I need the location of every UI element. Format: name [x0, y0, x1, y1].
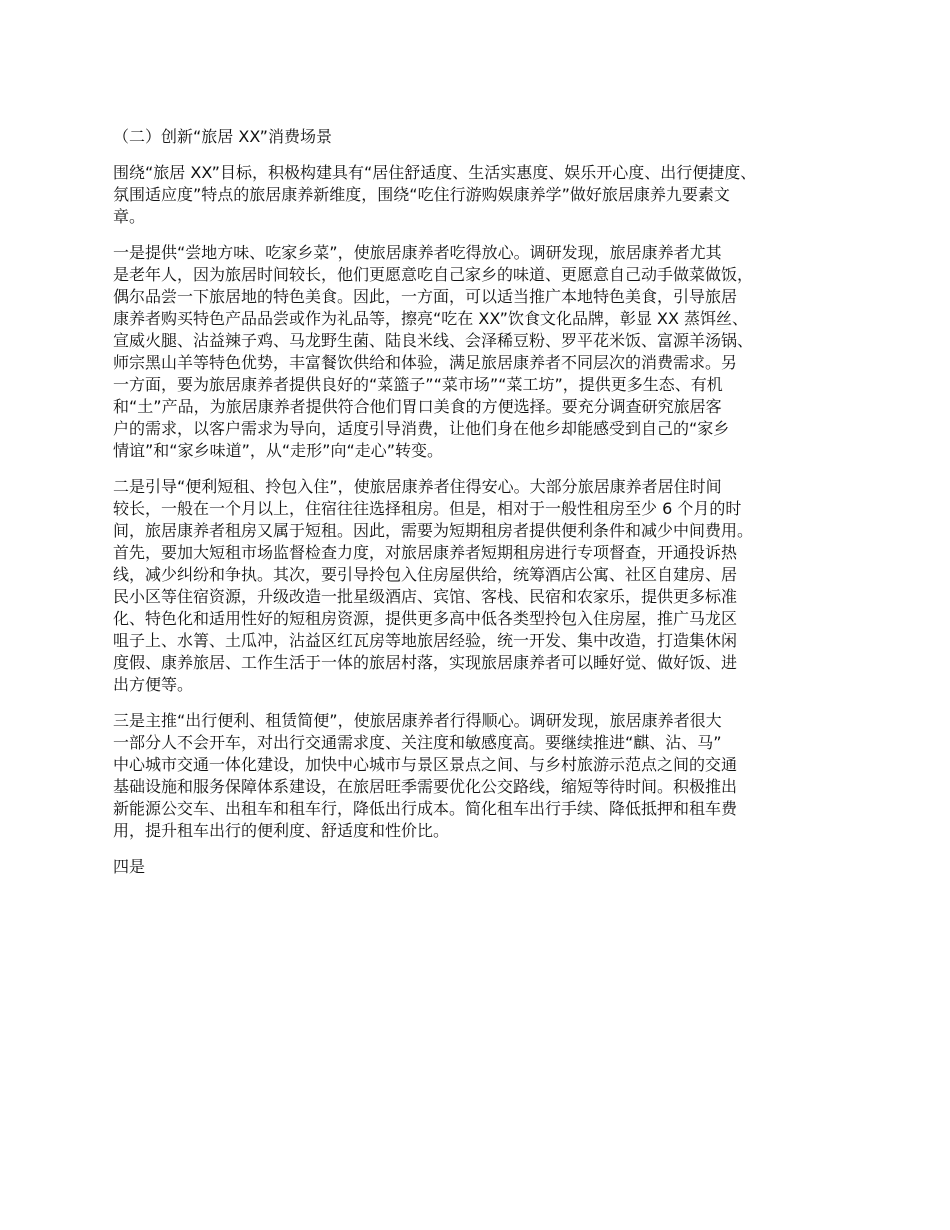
- paragraph: [113, 710, 853, 842]
- text-line: 康养者购买特色产品品尝或作为礼品等，擦亮“吃在 XX”饮食文化品牌，彰显 XX 蒸饵丝、: [113, 309, 749, 328]
- text-line: 氛围适应度”特点的旅居康养新维度，围绕“吃住行游购娱康养学”做好旅居康养九要素文: [113, 185, 730, 204]
- paragraph: [113, 162, 853, 228]
- text-line: 中心城市交通一体化建设，加快中心城市与景区景点之间、与乡村旅游示范点之间的交通: [113, 755, 738, 774]
- document-page: [113, 126, 853, 892]
- paragraph: [113, 242, 853, 462]
- text-line: 三是主推“出行便利、租赁简便”，使旅居康养者行得顺心。调研发现，旅居康养者很大: [113, 711, 722, 730]
- text-line: 民小区等住宿资源，升级改造一批星级酒店、宾馆、客栈、民宿和农家乐，提供更多标准: [113, 587, 738, 606]
- text-line: 较长，一般在一个月以上，住宿往往选择租房。但是，相对于一般性租房至少 6 个月的时: [113, 499, 742, 518]
- text-line: 一部分人不会开车，对出行交通需求度、关注度和敏感度高。要继续推进“麒、沾、马”: [113, 733, 722, 752]
- text-line: 和“土”产品，为旅居康养者提供符合他们胃口美食的方便选择。要充分调查研究旅居客: [113, 397, 722, 416]
- section-heading: （二）创新“旅居 XX”消费场景: [113, 127, 332, 146]
- paragraph: [113, 856, 853, 878]
- text-line: 情谊”和“家乡味道”，从“走形”向“走心”转变。: [113, 441, 444, 460]
- text-line: 宣威火腿、沾益辣子鸡、马龙野生菌、陆良米线、会泽稀豆粉、罗平花米饭、富源羊汤锅、: [113, 331, 754, 350]
- paragraph: [113, 476, 853, 696]
- document-body: [113, 162, 853, 878]
- text-line: 偶尔品尝一下旅居地的特色美食。因此，一方面，可以适当推广本地特色美食，引导旅居: [113, 287, 738, 306]
- text-line: 是老年人，因为旅居时间较长，他们更愿意吃自己家乡的味道、更愿意自己动手做菜做饭，: [113, 265, 754, 284]
- text-line: 户的需求，以客户需求为导向，适度引导消费，让他们身在他乡却能感受到自己的“家乡: [113, 419, 730, 438]
- text-line: 新能源公交车、出租车和租车行，降低出行成本。简化租车出行手续、降低抵押和租车费: [113, 799, 738, 818]
- text-line: 首先，要加大短租市场监督检查力度，对旅居康养者短期租房进行专项督查，开通投诉热: [113, 543, 738, 562]
- text-line: 化、特色化和适用性好的短租房资源，提供更多高中低各类型拎包入住房屋，推广马龙区: [113, 609, 738, 628]
- text-line: 一方面，要为旅居康养者提供良好的“菜篮子”“菜市场”“菜工坊”，提供更多生态、有机: [113, 375, 723, 394]
- text-line: 间，旅居康养者租房又属于短租。因此，需要为短期租房者提供便利条件和减少中间费用。: [113, 521, 754, 540]
- text-line: 四是: [113, 857, 146, 876]
- text-line: 师宗黑山羊等特色优势，丰富餐饮供给和体验，满足旅居康养者不同层次的消费需求。另: [113, 353, 738, 372]
- text-line: 基础设施和服务保障体系建设，在旅居旺季需要优化公交路线，缩短等待时间。积极推出: [113, 777, 738, 796]
- text-line: 用，提升租车出行的便利度、舒适度和性价比。: [113, 821, 450, 840]
- text-line: 二是引导“便利短租、拎包入住”，使旅居康养者住得安心。大部分旅居康养者居住时间: [113, 477, 722, 496]
- text-line: 线，减少纠纷和争执。其次，要引导拎包入住房屋供给，统筹酒店公寓、社区自建房、居: [113, 565, 738, 584]
- text-line: 围绕“旅居 XX”目标，积极构建具有“居住舒适度、生活实惠度、娱乐开心度、出行便捷度、: [113, 163, 757, 182]
- text-line: 度假、康养旅居、工作生活于一体的旅居村落，实现旅居康养者可以睡好觉、做好饭、进: [113, 653, 738, 672]
- text-line: 出方便等。: [113, 675, 194, 694]
- text-line: 咀子上、水箐、土瓜冲，沾益区红瓦房等地旅居经验，统一开发、集中改造，打造集休闲: [113, 631, 738, 650]
- text-line: 一是提供“尝地方味、吃家乡菜”，使旅居康养者吃得放心。调研发现，旅居康养者尤其: [113, 243, 722, 262]
- text-line: 章。: [113, 207, 146, 226]
